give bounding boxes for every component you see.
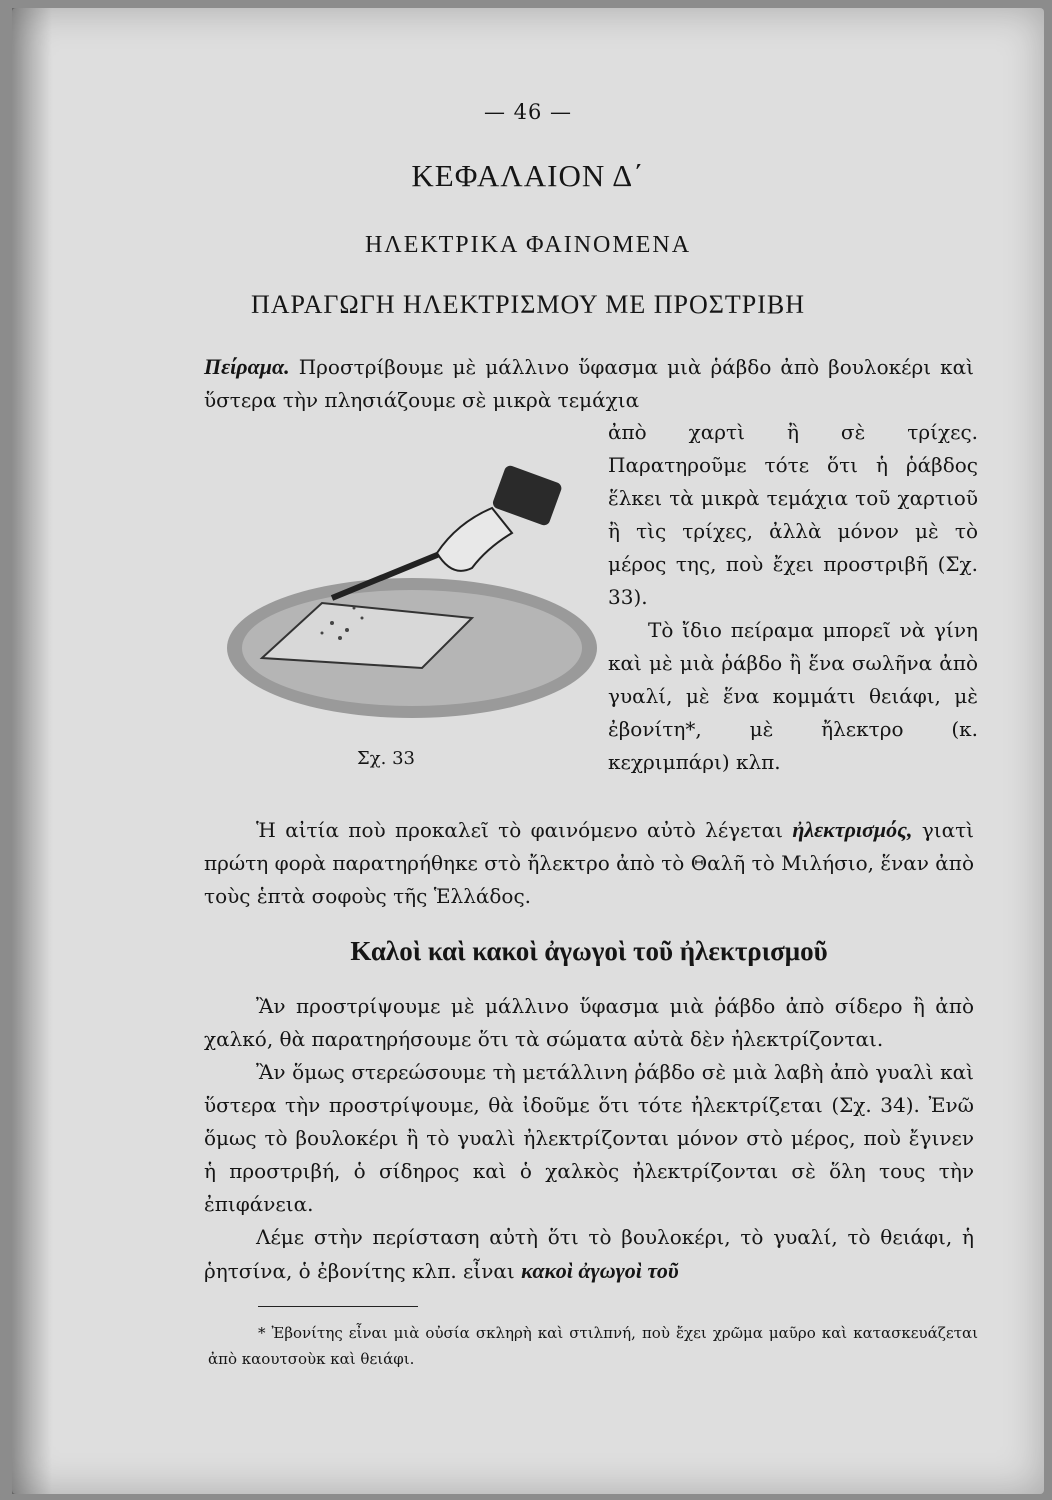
conductors-paragraph-1: Ἂν προστρίψουμε μὲ μάλλινο ὕφασμα μιὰ ῥάβδο ἀπὸ σίδερο ἢ ἀπὸ χαλκό, θὰ παρατηρήσουμε ὅτι τὰ σώματα αὐτὰ δὲν ἠλεκτρίζονται. (204, 994, 974, 1051)
experiment-wrap-text-2: Τὸ ἴδιο πείραμα μπορεῖ νὰ γίνη καὶ μὲ μιὰ ῥάβδο ἢ ἕνα σωλῆνα ἀπὸ γυαλί, μὲ ἕνα κομμάτι θειάφι, μὲ ἐβονίτη*, μὲ ἤλεκτρο (κ. κεχριμπάρι) κλπ. (608, 618, 978, 774)
section-title: ΠΑΡΑΓΩΓΗ ΗΛΕΚΤΡΙΣΜΟΥ ΜΕ ΠΡΟΣΤΡΙΒΗ (250, 290, 806, 319)
conductors-body (204, 990, 974, 1288)
figure-caption: Σχ. 33 (357, 748, 415, 769)
experiment-text: Προστρίβουμε μὲ μάλλινο ὕφασμα μιὰ ῥάβδο ἀπὸ βουλοκέρι καὶ ὕστερα τὴν πλησιάζουμε σὲ μικρὰ τεμάχια (204, 355, 974, 412)
figure-rod-illustration (222, 458, 602, 738)
experiment-label: Πείραμα. (204, 354, 290, 379)
footnote-divider (258, 1306, 418, 1307)
cause-text-after: γιατὶ πρώτη φορὰ παρατηρήθηκε στὸ ἤλεκτρο ἀπὸ τὸ Θαλῆ τὸ Μιλήσιο, ἕναν ἀπὸ τοὺς ἑπτὰ σοφοὺς τῆς Ἑλλάδος. (204, 818, 975, 908)
experiment-wrap-paragraph (608, 416, 978, 779)
page-number: — 46 — (483, 100, 573, 124)
chapter-title: ΚΕΦΑΛΑΙΟΝ Δ΄ (411, 158, 645, 193)
footnote: * Ἐβονίτης εἶναι μιὰ οὐσία σκληρὴ καὶ στιλπνή, ποὺ ἔχει χρῶμα μαῦρο καὶ κατασκευάζεται ἀπὸ καουτσοὺκ καὶ θειάφι. (208, 1324, 978, 1368)
conductors-heading: Καλοὶ καὶ κακοὶ ἀγωγοὶ τοῦ ἠλεκτρισμοῦ (350, 936, 828, 966)
conductors-paragraph-2: Ἂν ὅμως στερεώσουμε τὴ μετάλλινη ῥάβδο σὲ μιὰ λαβὴ ἀπὸ γυαλὶ καὶ ὕστερα τὴν προστρίψουμε, θὰ ἰδοῦμε ὅτι τότε ἠλεκτρίζεται (Σχ. 34). Ἐνῶ ὅμως τὸ βουλοκέρι ἢ τὸ γυαλὶ ἠλεκτρίζονται μόνον στὸ μέρος, ποὺ ἔγινεν ἡ προστριβή, ὁ σίδηρος καὶ ὁ χαλκὸς ἠλεκτρίζονται σὲ ὅλη τους τὴν ἐπιφάνεια. (204, 1060, 974, 1216)
cause-term: ἠλεκτρισμός, (792, 817, 913, 842)
conductors-paragraph-3-term: κακοὶ ἀγωγοὶ τοῦ (521, 1258, 679, 1283)
cause-paragraph (204, 813, 974, 913)
cause-text-before: Ἡ αἰτία ποὺ προκαλεῖ τὸ φαινόμενο αὐτὸ λέγεται (256, 818, 783, 842)
conductors-paragraph-3-text: Λέμε στὴν περίσταση αὐτὴ ὅτι τὸ βουλοκέρι, τὸ γυαλί, τὸ θειάφι, ἡ ῥητσίνα, ὁ ἐβονίτης κλπ. εἶναι (204, 1225, 974, 1283)
page-binding-shadow (12, 8, 52, 1494)
figure-cloth (491, 464, 563, 527)
experiment-wrap-text: ἀπὸ χαρτὶ ἢ σὲ τρίχες. Παρατηροῦμε τότε ὅτι ἡ ῥάβδος ἕλκει τὰ μικρὰ τεμάχια τοῦ χαρτιοῦ ἢ τὶς τρίχες, ἀλλὰ μόνον μὲ τὸ μέρος της, ποὺ ἔχει προστριβῆ (Σχ. 33). (608, 420, 978, 609)
figure-hand (437, 508, 512, 571)
experiment-paragraph (204, 350, 974, 417)
chapter-subtitle: ΗΛΕΚΤΡΙΚΑ ΦΑΙΝΟΜΕΝΑ (364, 232, 692, 258)
book-page (12, 8, 1044, 1494)
conductors-paragraph-3 (204, 1221, 974, 1288)
